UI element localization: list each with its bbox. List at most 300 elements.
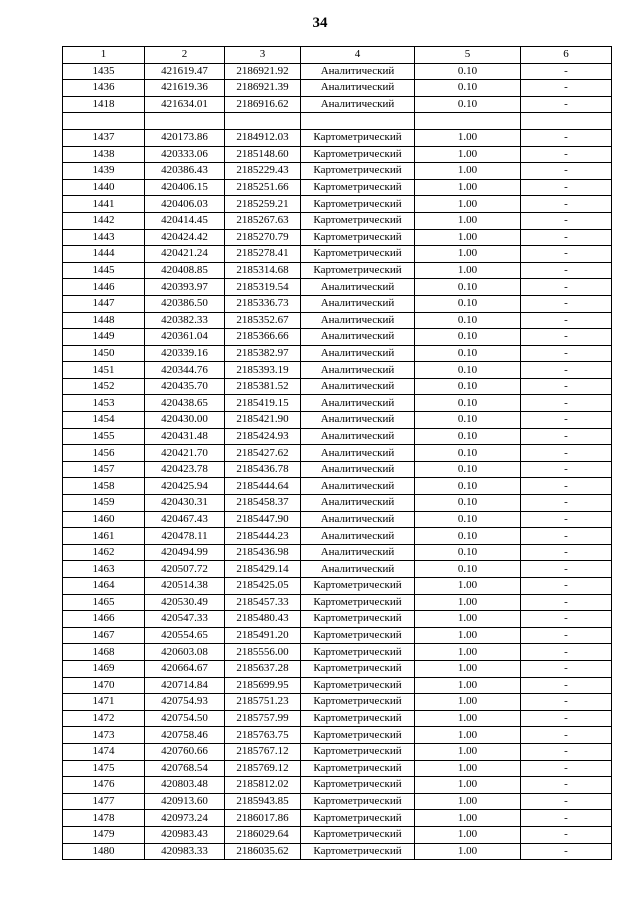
table-row xyxy=(63,295,612,312)
table-cell: 1435 xyxy=(63,63,145,80)
table-row xyxy=(63,246,612,263)
table-cell: 0.10 xyxy=(415,395,521,412)
table-row xyxy=(63,80,612,97)
table-cell: 1466 xyxy=(63,611,145,628)
column-header: 4 xyxy=(301,47,415,64)
column-header: 2 xyxy=(145,47,225,64)
table-cell: 2185447.90 xyxy=(225,511,301,528)
table-cell: Картометрический xyxy=(301,146,415,163)
table-cell xyxy=(145,113,225,130)
table-cell: 1.00 xyxy=(415,777,521,794)
table-cell: Картометрический xyxy=(301,826,415,843)
table-cell: 420333.06 xyxy=(145,146,225,163)
table-cell: Картометрический xyxy=(301,777,415,794)
table-cell: - xyxy=(521,478,612,495)
table-row xyxy=(63,660,612,677)
table-cell: - xyxy=(521,362,612,379)
table-cell: 1474 xyxy=(63,743,145,760)
table-cell: Аналитический xyxy=(301,428,415,445)
table-cell: 420382.33 xyxy=(145,312,225,329)
table-cell: Картометрический xyxy=(301,793,415,810)
table-cell: Картометрический xyxy=(301,644,415,661)
table-cell: 2186017.86 xyxy=(225,810,301,827)
table-cell: Аналитический xyxy=(301,80,415,97)
table-cell xyxy=(415,113,521,130)
table-cell: Картометрический xyxy=(301,212,415,229)
coordinates-table xyxy=(62,46,612,860)
table-row xyxy=(63,345,612,362)
table-row xyxy=(63,528,612,545)
table-cell: 0.10 xyxy=(415,428,521,445)
column-header: 5 xyxy=(415,47,521,64)
table-cell: 2185436.78 xyxy=(225,461,301,478)
table-cell: 1439 xyxy=(63,163,145,180)
table-row xyxy=(63,179,612,196)
table-cell: 1458 xyxy=(63,478,145,495)
table-cell: 1.00 xyxy=(415,594,521,611)
table-cell: - xyxy=(521,777,612,794)
table-row xyxy=(63,279,612,296)
table-cell: 1457 xyxy=(63,461,145,478)
table-cell: 420664.67 xyxy=(145,660,225,677)
table-cell: 2185556.00 xyxy=(225,644,301,661)
table-cell: 1446 xyxy=(63,279,145,296)
table-cell: 2185251.66 xyxy=(225,179,301,196)
table-cell: - xyxy=(521,660,612,677)
table-cell: 1.00 xyxy=(415,727,521,744)
table-cell: Картометрический xyxy=(301,743,415,760)
table-cell: 1.00 xyxy=(415,810,521,827)
table-cell: Аналитический xyxy=(301,528,415,545)
table-row xyxy=(63,843,612,860)
table-cell: 420760.66 xyxy=(145,743,225,760)
table-cell: 1471 xyxy=(63,694,145,711)
table-cell: Картометрический xyxy=(301,578,415,595)
table-row xyxy=(63,146,612,163)
table-cell: Картометрический xyxy=(301,710,415,727)
table-cell: - xyxy=(521,445,612,462)
table-cell: - xyxy=(521,146,612,163)
page-number: 34 xyxy=(312,15,328,31)
table-cell: 2185637.28 xyxy=(225,660,301,677)
table-cell: 1.00 xyxy=(415,677,521,694)
table-cell: Аналитический xyxy=(301,511,415,528)
table-cell: 2185751.23 xyxy=(225,694,301,711)
table-cell: - xyxy=(521,561,612,578)
table-cell: 2185757.99 xyxy=(225,710,301,727)
table-row xyxy=(63,461,612,478)
table-row xyxy=(63,229,612,246)
table-cell: 1.00 xyxy=(415,212,521,229)
table-cell: Аналитический xyxy=(301,561,415,578)
table-cell: - xyxy=(521,793,612,810)
table-cell: 420983.43 xyxy=(145,826,225,843)
table-cell: - xyxy=(521,262,612,279)
table-cell: Аналитический xyxy=(301,378,415,395)
table-cell: 0.10 xyxy=(415,312,521,329)
table-cell: 420554.65 xyxy=(145,627,225,644)
table-cell: 2185457.33 xyxy=(225,594,301,611)
table-row xyxy=(63,395,612,412)
table-cell: 2185421.90 xyxy=(225,412,301,429)
table-cell: Картометрический xyxy=(301,262,415,279)
table-cell: 1.00 xyxy=(415,611,521,628)
table-cell: 2185259.21 xyxy=(225,196,301,213)
table-row xyxy=(63,677,612,694)
table-row xyxy=(63,544,612,561)
table-cell: 420421.70 xyxy=(145,445,225,462)
table-cell: 0.10 xyxy=(415,378,521,395)
table-cell: 1460 xyxy=(63,511,145,528)
table-cell: 1452 xyxy=(63,378,145,395)
table-cell: Аналитический xyxy=(301,412,415,429)
table-row xyxy=(63,129,612,146)
column-header: 6 xyxy=(521,47,612,64)
table-cell xyxy=(521,113,612,130)
table-cell: 1.00 xyxy=(415,179,521,196)
column-header: 1 xyxy=(63,47,145,64)
table-cell: 0.10 xyxy=(415,561,521,578)
table-row xyxy=(63,743,612,760)
table-cell: 420603.08 xyxy=(145,644,225,661)
table-cell: 1.00 xyxy=(415,163,521,180)
table-cell: 1.00 xyxy=(415,262,521,279)
table-cell: 2185382.97 xyxy=(225,345,301,362)
table-cell: - xyxy=(521,412,612,429)
table-cell: Картометрический xyxy=(301,196,415,213)
table-cell: 2185444.64 xyxy=(225,478,301,495)
table-cell: 2186916.62 xyxy=(225,96,301,113)
table-cell: 420406.15 xyxy=(145,179,225,196)
table-row xyxy=(63,428,612,445)
table-cell: Картометрический xyxy=(301,594,415,611)
table-row xyxy=(63,627,612,644)
table-row xyxy=(63,694,612,711)
table-cell: 420173.86 xyxy=(145,129,225,146)
table-cell: 420768.54 xyxy=(145,760,225,777)
table-cell: 1.00 xyxy=(415,246,521,263)
table-cell: 1.00 xyxy=(415,760,521,777)
table-cell: 420803.48 xyxy=(145,777,225,794)
table-cell: 420507.72 xyxy=(145,561,225,578)
table-cell: - xyxy=(521,644,612,661)
table-cell: - xyxy=(521,428,612,445)
table-cell: 2185491.20 xyxy=(225,627,301,644)
table-cell: 420361.04 xyxy=(145,329,225,346)
table-cell: 1464 xyxy=(63,578,145,595)
table-cell xyxy=(301,113,415,130)
table-cell: 2185427.62 xyxy=(225,445,301,462)
table-cell: 420983.33 xyxy=(145,843,225,860)
table-cell: 2185352.67 xyxy=(225,312,301,329)
table-cell: 1450 xyxy=(63,345,145,362)
table-cell: - xyxy=(521,212,612,229)
table-cell: 1436 xyxy=(63,80,145,97)
table-cell: - xyxy=(521,295,612,312)
table-cell: - xyxy=(521,578,612,595)
table-cell: 0.10 xyxy=(415,461,521,478)
table-row xyxy=(63,329,612,346)
table-cell: 1479 xyxy=(63,826,145,843)
table-cell: 420435.70 xyxy=(145,378,225,395)
table-cell: 2185314.68 xyxy=(225,262,301,279)
table-row xyxy=(63,561,612,578)
table-cell: Картометрический xyxy=(301,163,415,180)
table-row xyxy=(63,760,612,777)
table-cell: 1470 xyxy=(63,677,145,694)
table-cell: 0.10 xyxy=(415,362,521,379)
table-row xyxy=(63,445,612,462)
table-cell: 1437 xyxy=(63,129,145,146)
table-cell: 2185444.23 xyxy=(225,528,301,545)
table-cell: 0.10 xyxy=(415,412,521,429)
table-cell: 420547.33 xyxy=(145,611,225,628)
table-cell: 2185381.52 xyxy=(225,378,301,395)
table-cell: Картометрический xyxy=(301,229,415,246)
table-cell: 1441 xyxy=(63,196,145,213)
table-cell: 420494.99 xyxy=(145,544,225,561)
table-cell: 2185366.66 xyxy=(225,329,301,346)
table-cell: 0.10 xyxy=(415,511,521,528)
table-cell: 0.10 xyxy=(415,329,521,346)
table-cell: - xyxy=(521,495,612,512)
table-cell: 1468 xyxy=(63,644,145,661)
table-cell: Картометрический xyxy=(301,660,415,677)
table-cell: 420467.43 xyxy=(145,511,225,528)
table-cell: 2185148.60 xyxy=(225,146,301,163)
table-cell: 420423.78 xyxy=(145,461,225,478)
table-cell: Картометрический xyxy=(301,843,415,860)
table-cell: Картометрический xyxy=(301,760,415,777)
table-cell: 2185267.63 xyxy=(225,212,301,229)
table-cell: - xyxy=(521,312,612,329)
table-cell: 0.10 xyxy=(415,528,521,545)
table-cell: 420913.60 xyxy=(145,793,225,810)
table-cell: 2185425.05 xyxy=(225,578,301,595)
table-cell: 1475 xyxy=(63,760,145,777)
table-cell: 2185436.98 xyxy=(225,544,301,561)
table-cell: 1.00 xyxy=(415,644,521,661)
table-cell: - xyxy=(521,627,612,644)
table-cell: 420421.24 xyxy=(145,246,225,263)
table-cell: Картометрический xyxy=(301,694,415,711)
table-cell: - xyxy=(521,594,612,611)
table-cell: Аналитический xyxy=(301,63,415,80)
table-cell: 1465 xyxy=(63,594,145,611)
table-cell: - xyxy=(521,279,612,296)
table-cell: 1451 xyxy=(63,362,145,379)
table-cell: Картометрический xyxy=(301,810,415,827)
table-row xyxy=(63,163,612,180)
table-cell: 0.10 xyxy=(415,478,521,495)
table-cell: 420430.31 xyxy=(145,495,225,512)
table-cell: Аналитический xyxy=(301,478,415,495)
table-cell: 2185458.37 xyxy=(225,495,301,512)
table-cell: 2185763.75 xyxy=(225,727,301,744)
table-cell: 1456 xyxy=(63,445,145,462)
table-cell: 0.10 xyxy=(415,96,521,113)
table-cell: 2185319.54 xyxy=(225,279,301,296)
table-cell: 420758.46 xyxy=(145,727,225,744)
table-cell: 1.00 xyxy=(415,710,521,727)
table-cell: 420478.11 xyxy=(145,528,225,545)
table-cell: 1.00 xyxy=(415,129,521,146)
table-cell: 2185419.15 xyxy=(225,395,301,412)
table-cell: 1.00 xyxy=(415,793,521,810)
table-cell: 2185769.12 xyxy=(225,760,301,777)
table-cell: - xyxy=(521,378,612,395)
table-cell: 2185270.79 xyxy=(225,229,301,246)
table-cell: 2186035.62 xyxy=(225,843,301,860)
table-row xyxy=(63,793,612,810)
table-cell: - xyxy=(521,229,612,246)
table-row xyxy=(63,262,612,279)
table-row xyxy=(63,378,612,395)
table-cell: 2185812.02 xyxy=(225,777,301,794)
table-cell: 1445 xyxy=(63,262,145,279)
table-cell: 1.00 xyxy=(415,843,521,860)
table-header-row xyxy=(63,47,612,64)
table-cell: 1.00 xyxy=(415,694,521,711)
table-cell: 0.10 xyxy=(415,80,521,97)
table-cell: 1438 xyxy=(63,146,145,163)
table-cell: 1418 xyxy=(63,96,145,113)
table-cell: 420386.50 xyxy=(145,295,225,312)
table-cell: 1440 xyxy=(63,179,145,196)
table-cell: 0.10 xyxy=(415,445,521,462)
table-cell: 420431.48 xyxy=(145,428,225,445)
table-cell: - xyxy=(521,196,612,213)
table-cell: - xyxy=(521,677,612,694)
table-cell: 421619.47 xyxy=(145,63,225,80)
table-cell: 2185278.41 xyxy=(225,246,301,263)
table-cell: 2186921.92 xyxy=(225,63,301,80)
table-row xyxy=(63,96,612,113)
table-cell: Картометрический xyxy=(301,246,415,263)
table-cell: - xyxy=(521,810,612,827)
table-row xyxy=(63,594,612,611)
table-row xyxy=(63,495,612,512)
table-cell: 1461 xyxy=(63,528,145,545)
table-cell: 1459 xyxy=(63,495,145,512)
table-cell: 1.00 xyxy=(415,578,521,595)
table-row xyxy=(63,63,612,80)
table-cell: - xyxy=(521,544,612,561)
table-cell: Картометрический xyxy=(301,611,415,628)
table-cell: Картометрический xyxy=(301,627,415,644)
table-cell: 1473 xyxy=(63,727,145,744)
table-cell: Картометрический xyxy=(301,179,415,196)
table-cell: Картометрический xyxy=(301,677,415,694)
table-cell: 1448 xyxy=(63,312,145,329)
table-cell: 1442 xyxy=(63,212,145,229)
table-cell: 1.00 xyxy=(415,229,521,246)
table-cell: - xyxy=(521,329,612,346)
table-cell: 1449 xyxy=(63,329,145,346)
table-cell: Аналитический xyxy=(301,362,415,379)
table-row xyxy=(63,578,612,595)
table-cell: 420386.43 xyxy=(145,163,225,180)
table-cell: Картометрический xyxy=(301,129,415,146)
table-cell: 2186921.39 xyxy=(225,80,301,97)
table-cell: 420393.97 xyxy=(145,279,225,296)
table-cell: 1454 xyxy=(63,412,145,429)
table-cell: 421619.36 xyxy=(145,80,225,97)
table-cell: 420530.49 xyxy=(145,594,225,611)
table-cell: 420424.42 xyxy=(145,229,225,246)
table-cell xyxy=(225,113,301,130)
table-cell: 1443 xyxy=(63,229,145,246)
table-cell: 420406.03 xyxy=(145,196,225,213)
table-cell: 1463 xyxy=(63,561,145,578)
table-cell: 420430.00 xyxy=(145,412,225,429)
table-cell: Картометрический xyxy=(301,727,415,744)
table-cell: 0.10 xyxy=(415,279,521,296)
table-cell: Аналитический xyxy=(301,295,415,312)
table-cell: 0.10 xyxy=(415,495,521,512)
table-cell: - xyxy=(521,727,612,744)
table-cell: 420973.24 xyxy=(145,810,225,827)
table-cell: Аналитический xyxy=(301,279,415,296)
table-row xyxy=(63,312,612,329)
table-cell: 1480 xyxy=(63,843,145,860)
table-cell: 1.00 xyxy=(415,627,521,644)
table-row xyxy=(63,810,612,827)
table-cell: - xyxy=(521,395,612,412)
table-cell: 2185480.43 xyxy=(225,611,301,628)
table-cell: - xyxy=(521,80,612,97)
table-cell: 421634.01 xyxy=(145,96,225,113)
table-cell: 420414.45 xyxy=(145,212,225,229)
table-cell: - xyxy=(521,179,612,196)
table-cell: - xyxy=(521,163,612,180)
table-cell: - xyxy=(521,694,612,711)
table-cell: 1444 xyxy=(63,246,145,263)
table-cell: - xyxy=(521,345,612,362)
table-cell: 1.00 xyxy=(415,146,521,163)
table-cell: - xyxy=(521,528,612,545)
table-cell: Аналитический xyxy=(301,461,415,478)
table-cell: 2185699.95 xyxy=(225,677,301,694)
table-row xyxy=(63,511,612,528)
table-cell: 1447 xyxy=(63,295,145,312)
table-cell: 2185336.73 xyxy=(225,295,301,312)
table-cell: 2184912.03 xyxy=(225,129,301,146)
table-cell: 0.10 xyxy=(415,345,521,362)
table-cell: - xyxy=(521,843,612,860)
table-cell: 2185429.14 xyxy=(225,561,301,578)
table-cell: Аналитический xyxy=(301,96,415,113)
table-cell: - xyxy=(521,63,612,80)
table-cell: 420339.16 xyxy=(145,345,225,362)
table-cell: 420514.38 xyxy=(145,578,225,595)
table-row xyxy=(63,196,612,213)
table-cell: 0.10 xyxy=(415,544,521,561)
table-row xyxy=(63,826,612,843)
table-cell: Аналитический xyxy=(301,395,415,412)
table-cell: 1472 xyxy=(63,710,145,727)
table-row xyxy=(63,777,612,794)
table-cell: Аналитический xyxy=(301,345,415,362)
table-cell: - xyxy=(521,511,612,528)
table-cell: Аналитический xyxy=(301,312,415,329)
table-cell: - xyxy=(521,246,612,263)
table-cell: - xyxy=(521,96,612,113)
table-row xyxy=(63,412,612,429)
table-cell: 1.00 xyxy=(415,743,521,760)
table-cell: 2185943.85 xyxy=(225,793,301,810)
table-cell: 1.00 xyxy=(415,196,521,213)
